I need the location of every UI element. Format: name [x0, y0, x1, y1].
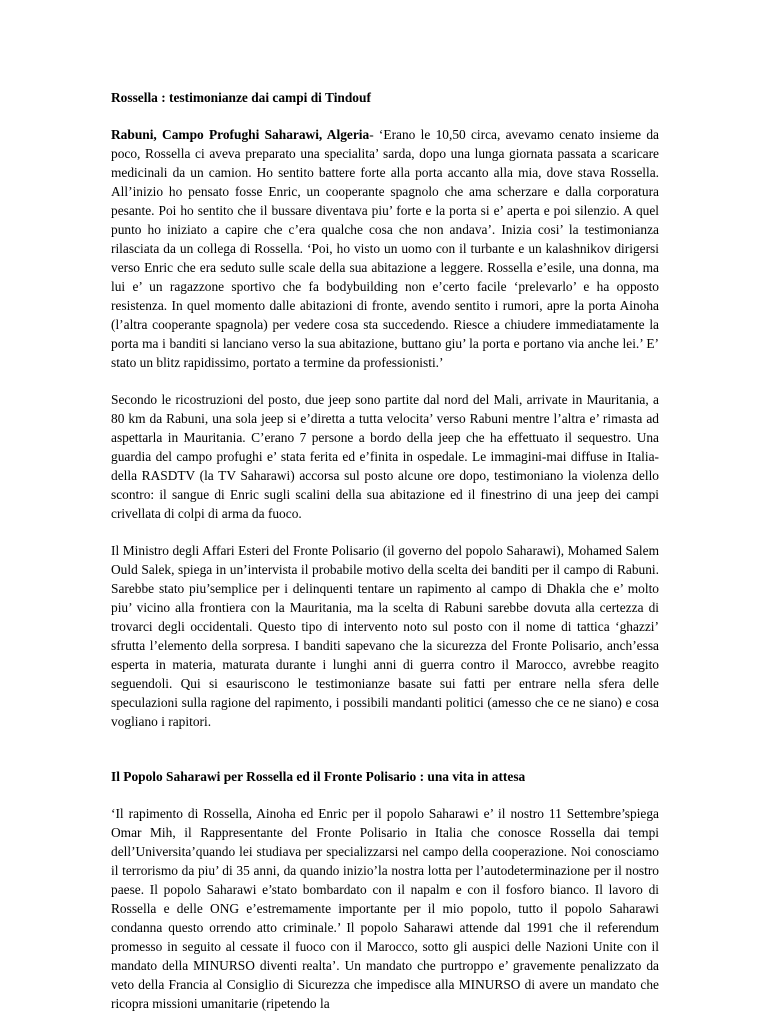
section-spacer [111, 749, 659, 767]
paragraph-4: ‘Il rapimento di Rossella, Ainoha ed Enric per il popolo Saharawi e’ il nostro 11 Settembre’spiega Omar Mih, il Rappresentante del Fronte Polisario in Italia che conosce Rossella dai tempi dell’Universita’quando lei studiava per specializzarsi nel campo della cooperazione. Noi conosciamo il terrorismo da piu’ di 35 anni, da quando inizio’la nostra lotta per l’autodeterminazione per il nostro paese. Il popolo Saharawi e’stato bombardato con il napalm e con il fosforo bianco. Il lavoro di Rossella e delle ONG e’estremamente importante per il mio popolo, tutto il popolo Saharawi condanna questo orrendo atto criminale.’ Il popolo Saharawi attende dal 1991 che il referendum promesso in seguito al cessate il fuoco con il Marocco, sotto gli auspici delle Nazioni Unite con il mandato della MINURSO diventi realta’. Un mandato che purtroppo e’ gravemente penalizzato da veto della Francia al Consiglio di Sicurezza che impedisce alla MINURSO di avere un mandato che ricopra missioni umanitarie (ripetendo la [111, 806, 659, 1011]
paragraph-1 [111, 125, 659, 372]
document-page [111, 88, 659, 1031]
article-title: Rossella : testimonianze dai campi di Tindouf [111, 90, 371, 105]
dateline: Rabuni, Campo Profughi Saharawi, Algeria [111, 127, 370, 142]
paragraph-1-body: - ‘Erano le 10,50 circa, avevamo cenato insieme da poco, Rossella ci aveva preparato una specialita’ sarda, dopo una lunga giornata passata a scaricare medicinali da un camion. Ho sentito battere forte alla porta accanto alla mia, dove stava Rossella. All’inizio ho pensato fosse Enric, un cooperante spagnolo che ama scherzare e dalla corporatura pesante. Poi ho sentito che il bussare diventava piu’ forte e la porta si e’ aperta e poi silenzio. A quel punto ho iniziato a capire che c’era qualche cosa che non andava’. Inizia cosi’ la testimonianza rilasciata da un collega di Rossella. ‘Poi, ho visto un uomo con il turbante e un kalashnikov dirigersi verso Enric che era seduto sulle scale della sua abitazione a leggere. Rossella e’esile, una donna, ma lui e’ un ragazzone sportivo che fa bodybuilding non e’certo facile ‘prelevarlo’ e ha opposto resistenza. In quel momento dalle abitazioni di fronte, avendo sentito i rumori, apre la porta Ainoha (l’altra cooperante spagnola) per vedere cosa sta succedendo. Riesce a chiudere immediatamente la porta ma i banditi si lanciano verso la sua abitazione, buttano giu’ la porta e portano via anche lei.’ E’ stato un blitz rapidissimo, portato a termine da professionisti.’ [111, 127, 659, 370]
paragraph-3: Il Ministro degli Affari Esteri del Fronte Polisario (il governo del popolo Saharawi), Mohamed Salem Ould Salek, spiega in un’intervista il probabile motivo della scelta dei banditi per il campo di Rabuni. Sarebbe stato piu’semplice per i delinquenti tentare un rapimento al campo di Dhakla che e’ molto piu’ vicino alla frontiera con la Mauritania, ma la scelta di Rabuni sarebbe dovuta alla certezza di trovarci degli occidentali. Questo tipo di intervento noto sul posto con il nome di tattica ‘ghazzi’ sfrutta l’elemento della sorpresa. I banditi sapevano che la sicurezza del Fronte Polisario, anch’essa esperta in materia, maturata durante i lunghi anni di guerra contro il Marocco, avrebbe reagito seguendoli. Qui si esauriscono le testimonianze basate sui fatti per entrare nella sfera delle speculazioni sulla ragione del rapimento, i possibili mandanti politici (amesso che ce ne siano) e cosa vogliano i rapitori. [111, 543, 659, 729]
section-title: Il Popolo Saharawi per Rossella ed il Fronte Polisario : una vita in attesa [111, 769, 526, 784]
paragraph-2: Secondo le ricostruzioni del posto, due jeep sono partite dal nord del Mali, arrivate in Mauritania, a 80 km da Rabuni, una sola jeep si e’diretta a tutta velocita’ verso Rabuni mentre l’altra e’ rimasta ad aspettarla in Mauritania. C’erano 7 persone a bordo della jeep che ha effettuato il sequestro. Una guardia del campo profughi e’ stata ferita ed e’finita in ospedale. Le immagini-mai diffuse in Italia- della RASDTV (la TV Saharawi) accorsa sul posto alcune ore dopo, testimoniano la violenza dello scontro: il sangue di Enric sugli scalini della sua abitazione ed il finestrino di una jeep dei campi crivellata di colpi di arma da fuoco. [111, 392, 659, 521]
